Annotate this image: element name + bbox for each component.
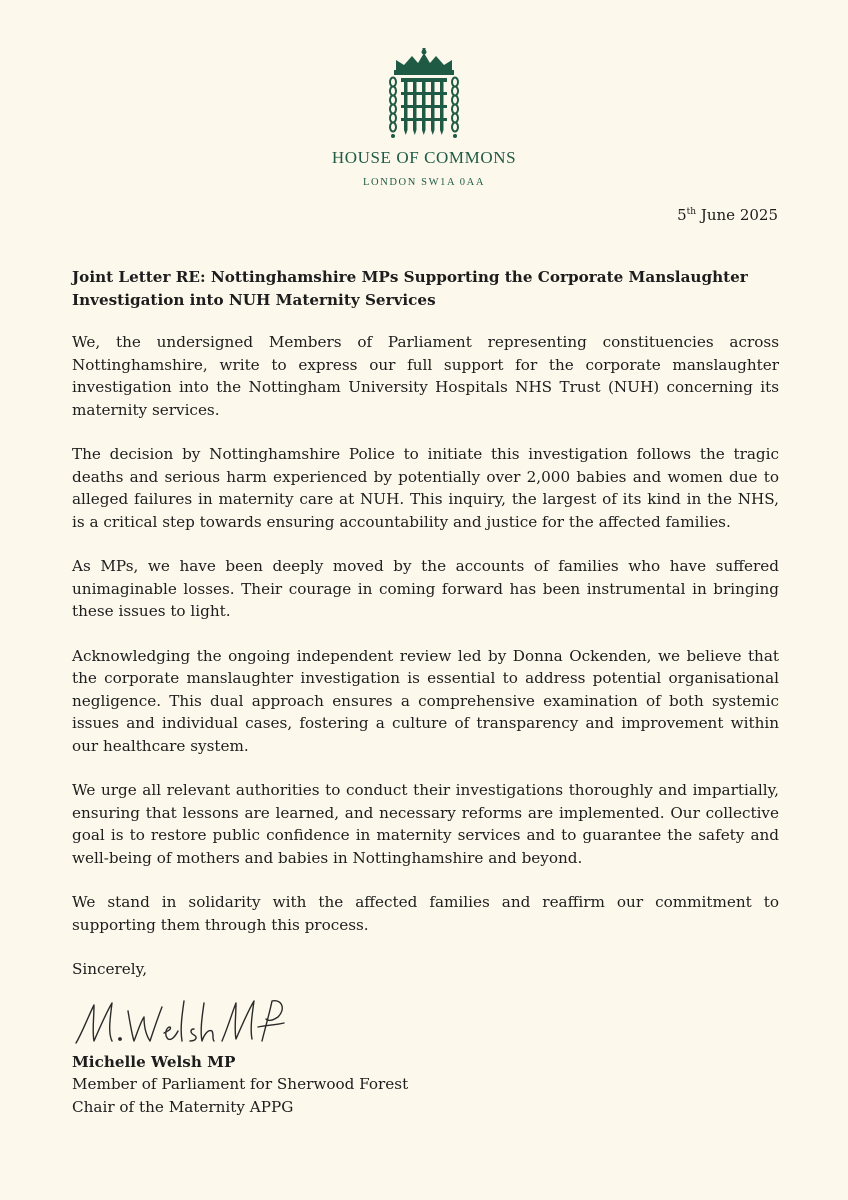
paragraph-2: The decision by Nottinghamshire Police to initiate this investigation follows the tragic deaths and serious harm experienced by potentially over 2,000 babies and women due to alleged failures in maternity care at NUH. This inquiry, the largest of its kind in the NHS, is a critical step towards ensuring accountability and justice for the affected families. (72, 445, 779, 531)
paragraph-6: We stand in solidarity with the affected families and reaffirm our commitment to supporting them through this process. (72, 893, 779, 934)
house-address: LONDON SW1A 0AA (363, 177, 485, 188)
date-day: 5 (677, 206, 687, 224)
letter-date (677, 206, 778, 224)
closing-salutation: Sincerely, (72, 960, 148, 978)
paragraph-4: Acknowledging the ongoing independent review led by Donna Ockenden, we believe that the corporate manslaughter investigation is essential to address potential organisational negligence. This dual approach ensures a comprehensive examination of both systemic issues and individual cases, fostering a culture of transparency and improvement within our healthcare system. (72, 646, 779, 755)
date-suffix: th (686, 207, 697, 217)
letter-subject: Joint Letter RE: Nottinghamshire MPs Supporting the Corporate Manslaughter Investigation into NUH Maternity Services (72, 268, 748, 309)
signer-name: Michelle Welsh MP (72, 1052, 236, 1071)
portcullis-crest-icon (384, 48, 464, 140)
handwritten-signature (72, 995, 779, 1051)
signer-role: Member of Parliament for Sherwood Forest (72, 1075, 409, 1093)
letter-body (72, 266, 779, 1118)
paragraph-3: As MPs, we have been deeply moved by the accounts of families who have suffered unimaginable losses. Their courage in coming forward has been instrumental in bringing these issues to light. (72, 557, 779, 620)
signer-position: Chair of the Maternity APPG (72, 1097, 294, 1116)
paragraph-1: We, the undersigned Members of Parliament representing constituencies across Nottinghamshire, write to express our full support for the corporate manslaughter investigation into the Nottingham University Hospitals NHS Trust (NUH) concerning its maternity services. (72, 333, 779, 419)
date-rest: June 2025 (700, 206, 778, 224)
house-of-commons-title: HOUSE OF COMMONS (331, 148, 517, 167)
paragraph-5: We urge all relevant authorities to conduct their investigations thoroughly and impartially, ensuring that lessons are learned, and necessary reforms are implemented. Our collective goal is to restore public confidence in maternity services and to guarantee the safety and well-being of mothers and babies in Nottinghamshire and beyond. (72, 781, 779, 867)
